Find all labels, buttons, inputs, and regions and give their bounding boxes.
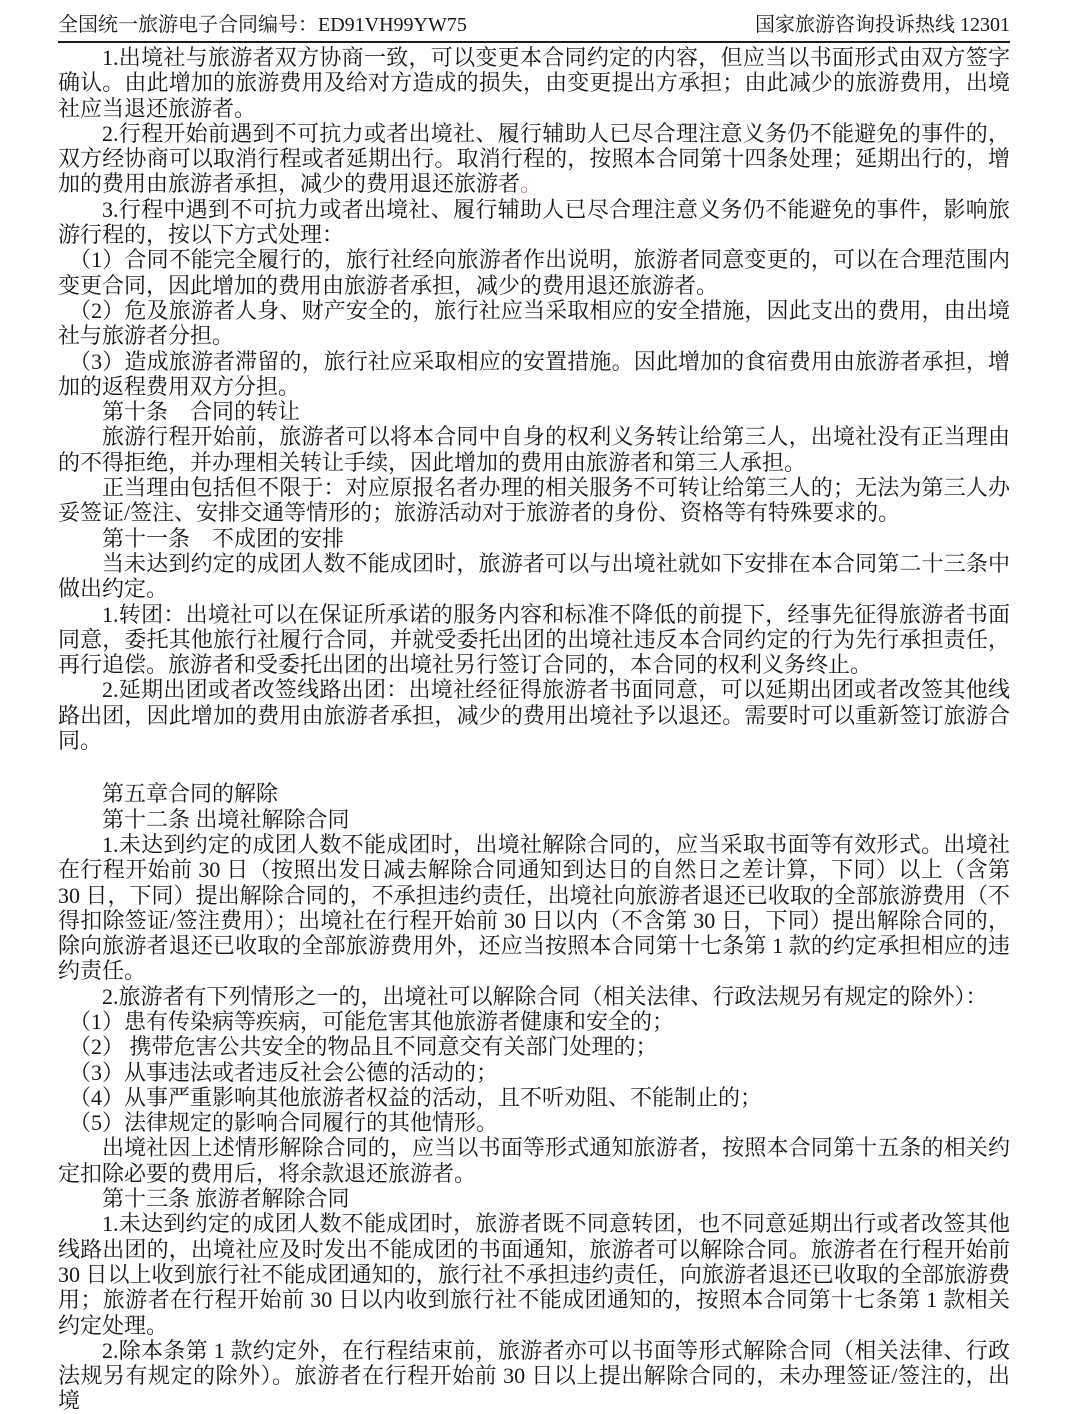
paragraph bbox=[58, 677, 1010, 753]
paragraph bbox=[58, 984, 1010, 1009]
text-run: 第十条 合同的转让 bbox=[102, 399, 301, 425]
red-period: 。 bbox=[520, 171, 543, 197]
text-run: （1）患有传染病等疾病，可能危害其他旅游者健康和安全的； bbox=[69, 1008, 675, 1034]
text-run: 2.除本条第 1 款约定外，在行程结束前，旅游者亦可以书面等形式解除合同（相关法律、行政法规另有规定的除外）。旅游者在行程开始前 30 日以上提出解除合同的，未办理签证/签注的，出境 bbox=[58, 1337, 1010, 1414]
paragraph bbox=[58, 1060, 1010, 1085]
text-run: 第十三条 旅游者解除合同 bbox=[102, 1186, 350, 1212]
text-run: 第五章合同的解除 bbox=[102, 781, 279, 807]
paragraph bbox=[58, 475, 1010, 526]
text-run: （5）法律规定的影响合同履行的其他情形。 bbox=[69, 1110, 499, 1136]
text-run: 2.旅游者有下列情形之一的，出境社可以解除合同（相关法律、行政法规另有规定的除外）： bbox=[102, 983, 988, 1009]
paragraph bbox=[58, 602, 1010, 678]
text-run: 1.未达到约定的成团人数不能成团时，旅游者既不同意转团，也不同意延期出行或者改签其他线路出团的，出境社应及时发出不能成团的书面通知，旅游者可以解除合同。旅游者在行程开始前 30 日以上收到旅行社不能成团通知的，旅行社不承担违约责任，向旅游者退还已收取的全部旅游费用；旅游者在行程开始前 30 日以内收到旅行社不能成团通知的，按照本合同第十七条第 1 款相关约定处理。 bbox=[58, 1211, 1010, 1338]
paragraph bbox=[58, 121, 1010, 197]
page-header bbox=[58, 12, 1010, 43]
paragraph bbox=[58, 298, 1010, 349]
text-run: 正当理由包括但不限于：对应原报名者办理的相关服务不可转让给第三人的；无法为第三人办妥签证/签注、安排交通等情形的；旅游活动对于旅游者的身份、资格等有特殊要求的。 bbox=[58, 475, 1010, 526]
text-run: 1.转团：出境社可以在保证所承诺的服务内容和标准不降低的前提下，经事先征得旅游者书面同意，委托其他旅行社履行合同，并就受委托出团的出境社违反本合同约定的行为先行承担责任，再行追偿。旅游者和受委托出团的出境社另行签订合同的，本合同的权利义务终止。 bbox=[58, 601, 1010, 678]
paragraph bbox=[58, 1186, 1010, 1211]
paragraph bbox=[58, 1338, 1010, 1414]
text-run: 当未达到约定的成团人数不能成团时，旅游者可以与出境社就如下安排在本合同第二十三条中做出约定。 bbox=[58, 550, 1010, 602]
paragraph bbox=[58, 807, 1010, 832]
text-run: 2.行程开始前遇到不可抗力或者出境社、履行辅助人已尽合理注意义务仍不能避免的事件的，双方经协商可以取消行程或者延期出行。取消行程的，按照本合同第十四条处理；延期出行的，增加的费用由旅游者承担，减少的费用退还旅游者 bbox=[58, 120, 1010, 197]
paragraph bbox=[58, 197, 1010, 248]
text-run: 第十二条 出境社解除合同 bbox=[102, 806, 350, 832]
text-run: （1）合同不能完全履行的，旅行社经向旅游者作出说明，旅游者同意变更的，可以在合理范围内变更合同，因此增加的费用由旅游者承担，减少的费用退还旅游者。 bbox=[58, 247, 1010, 298]
paragraph bbox=[58, 247, 1010, 298]
text-run: （3）从事违法或者违反社会公德的活动的； bbox=[69, 1059, 499, 1085]
text-run: 1.出境社与旅游者双方协商一致，可以变更本合同约定的内容，但应当以书面形式由双方签字确认。由此增加的旅游费用及给对方造成的损失，由变更提出方承担；由此减少的旅游费用，出境社应当退还旅游者。 bbox=[58, 45, 1010, 121]
contract-number: 全国统一旅游电子合同编号：ED91VH99YW75 bbox=[58, 14, 467, 36]
paragraph bbox=[58, 1110, 1010, 1135]
paragraph bbox=[58, 1135, 1010, 1186]
text-run: （2）危及旅游者人身、财产安全的，旅行社应当采取相应的安全措施，因此支出的费用，由出境社与旅游者分担。 bbox=[58, 297, 1010, 349]
text-run: 1.未达到约定的成团人数不能成团时，出境社解除合同的，应当采取书面等有效形式。出境社在行程开始前 30 日（按照出发日减去解除合同通知到达日的自然日之差计算，下同）以上（含第 30 日，下同）提出解除合同的，不承担违约责任，出境社向旅游者退还已收取的全部旅游费用（不得扣除签证/签注费用）；出境社在行程开始前 30 日以内（不含第 30 日，下同）提出解除合同的，除向旅游者退还已收取的全部旅游费用外，还应当按照本合同第十七条第 1 款的约定承担相应的违约责任。 bbox=[58, 831, 1010, 984]
paragraph bbox=[58, 526, 1010, 551]
hotline-label: 国家旅游咨询投诉热线 12301 bbox=[755, 14, 1010, 36]
paragraph-spacer bbox=[58, 753, 1010, 781]
paragraph bbox=[58, 424, 1010, 475]
paragraph bbox=[58, 1034, 1010, 1059]
paragraph bbox=[58, 551, 1010, 602]
paragraph bbox=[58, 1009, 1010, 1034]
text-run: 旅游行程开始前，旅游者可以将本合同中自身的权利义务转让给第三人，出境社没有正当理由的不得拒绝，并办理相关转让手续，因此增加的费用由旅游者和第三人承担。 bbox=[58, 424, 1010, 475]
paragraph bbox=[58, 349, 1010, 400]
paragraph bbox=[58, 45, 1010, 121]
paragraph bbox=[58, 1085, 1010, 1110]
text-run: （2） 携带危害公共安全的物品且不同意交有关部门处理的； bbox=[69, 1034, 658, 1060]
paragraph bbox=[58, 1211, 1010, 1337]
paragraph bbox=[58, 399, 1010, 424]
paragraph bbox=[58, 781, 1010, 806]
paragraph bbox=[58, 832, 1010, 984]
text-run: 出境社因上述情形解除合同的，应当以书面等形式通知旅游者，按照本合同第十五条的相关约定扣除必要的费用后，将余款退还旅游者。 bbox=[58, 1135, 1010, 1186]
contract-body bbox=[58, 45, 1010, 1414]
text-run: （4）从事严重影响其他旅游者权益的活动，且不听劝阻、不能制止的； bbox=[69, 1084, 763, 1110]
text-run: 2.延期出团或者改签线路出团：出境社经征得旅游者书面同意，可以延期出团或者改签其他线路出团，因此增加的费用由旅游者承担，减少的费用出境社予以退还。需要时可以重新签订旅游合同。 bbox=[58, 677, 1010, 754]
text-run: 第十一条 不成团的安排 bbox=[102, 525, 345, 551]
text-run: （3）造成旅游者滞留的，旅行社应采取相应的安置措施。因此增加的食宿费用由旅游者承担，增加的返程费用双方分担。 bbox=[58, 348, 1010, 399]
text-run: 3.行程中遇到不可抗力或者出境社、履行辅助人已尽合理注意义务仍不能避免的事件，影响旅游行程的，按以下方式处理： bbox=[58, 196, 1010, 248]
